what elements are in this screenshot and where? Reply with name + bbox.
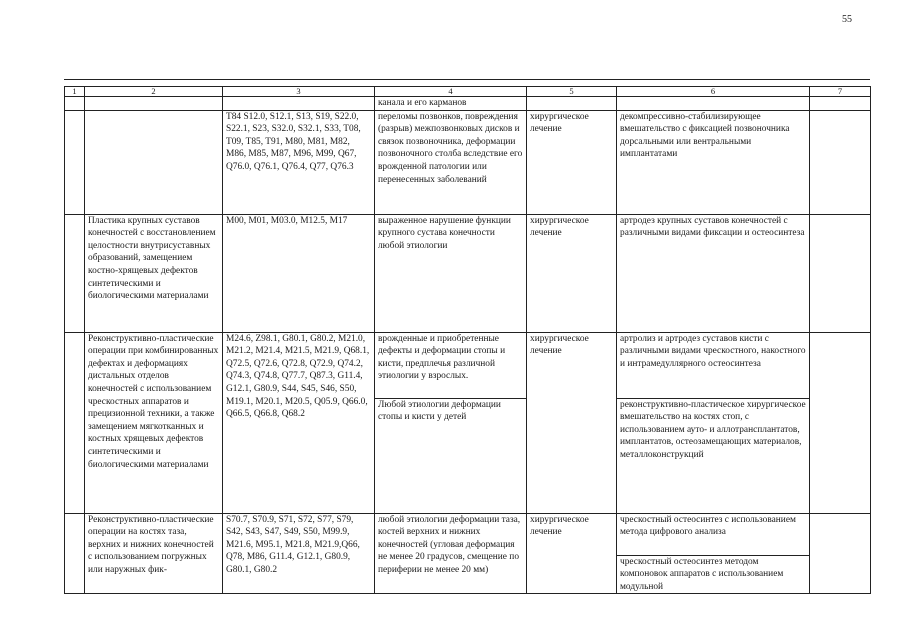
- cell-diagnosis: канала и его карманов: [375, 97, 527, 111]
- cell-col1: [65, 332, 85, 513]
- table-row: [65, 513, 871, 555]
- table-row: [65, 332, 871, 398]
- cell-col7: [810, 214, 871, 332]
- cell-treatment: хирургическое лечение: [527, 332, 617, 513]
- header-col-7: 7: [810, 87, 871, 97]
- cell-procedure: Реконструктивно-пластические операции при комбинированных дефектах и деформациях дистальных отделов конечностей с использованием чрескостных аппаратов и прецизионной техники, а также замещением мягкотканных и костных хрящевых дефектов синтетическими и биологическими материалами: [85, 332, 223, 513]
- cell-procedure: Пластика крупных суставов конечностей с восстановлением целостности внутрисуставных образований, замещением костно-хрящевых дефектов синтетическими и биологическими материалами: [85, 214, 223, 332]
- cell-method-a: чрескостный остеосинтез с использованием метода цифрового анализа: [617, 513, 810, 555]
- cell-col1: [65, 513, 85, 594]
- cell-method: артродез крупных суставов конечностей с различными видами фиксации и остеосинтеза: [617, 214, 810, 332]
- cell-col6: [617, 97, 810, 111]
- cell-col7: [810, 97, 871, 111]
- header-col-5: 5: [527, 87, 617, 97]
- cell-col1: [65, 214, 85, 332]
- cell-diagnosis: выраженное нарушение функции крупного сустава конечности любой этиологии: [375, 214, 527, 332]
- header-col-2: 2: [85, 87, 223, 97]
- cell-col7: [810, 110, 871, 214]
- cell-icd-codes: M00, M01, M03.0, M12.5, M17: [223, 214, 375, 332]
- cell-treatment: хирургическое лечение: [527, 214, 617, 332]
- cell-treatment: хирургическое лечение: [527, 110, 617, 214]
- cell-icd-codes: M24.6, Z98.1, G80.1, G80.2, M21.0, M21.2, M21.4, M21.5, M21.9, Q68.1, Q72.5, Q72.6, Q72.8, Q72.9, Q74.2, Q74.3, Q74.8, Q77.7, Q87.3, G11.4, G12.1, G80.9, S44, S45, S46, S50, M19.1, M20.1, M20.5, Q05.9, Q66.0, Q66.5, Q66.8, Q68.2: [223, 332, 375, 513]
- cell-col5: [527, 97, 617, 111]
- header-row: [65, 87, 871, 97]
- cell-diagnosis-children: Любой этиологии деформации стопы и кисти у детей: [375, 398, 527, 513]
- cell-diagnosis: переломы позвонков, повреждения (разрыв) межпозвонковых дисков и связок позвоночника, деформации позвоночного столба вследствие его врожденной патологии или перенесенных заболеваний: [375, 110, 527, 214]
- cell-treatment: хирургическое лечение: [527, 513, 617, 594]
- cell-col3: [223, 97, 375, 111]
- cell-col2: [85, 97, 223, 111]
- table-row: [65, 110, 871, 214]
- page-number: 55: [842, 14, 852, 25]
- header-col-3: 3: [223, 87, 375, 97]
- cell-diagnosis-adults: врожденные и приобретенные дефекты и деформации стопы и кисти, предплечья различной этиологии у взрослых.: [375, 332, 527, 398]
- cell-procedure: [85, 110, 223, 214]
- cell-icd-codes: S70.7, S70.9, S71, S72, S77, S79, S42, S43, S47, S49, S50, M99.9, M21.6, M95.1, M21.8, M21.9,Q66, Q78, M86, G11.4, G12.1, G80.9, G80.1, G80.2: [223, 513, 375, 594]
- cell-col7: [810, 513, 871, 594]
- medical-procedures-table: [64, 86, 871, 594]
- table-row: [65, 97, 871, 111]
- header-col-6: 6: [617, 87, 810, 97]
- cell-col1: [65, 110, 85, 214]
- header-col-1: 1: [65, 87, 85, 97]
- cell-method: декомпрессивно-стабилизирующее вмешательство с фиксацией позвоночника дорсальными или вентральными имплантатами: [617, 110, 810, 214]
- cell-method-b: реконструктивно-пластическое хирургическое вмешательство на костях стоп, с использованием ауто- и аллотрансплантатов, имплантатов, остеозамещающих материалов, металлоконструкций: [617, 398, 810, 513]
- table-top-rule: [64, 79, 870, 80]
- cell-col7: [810, 332, 871, 513]
- header-col-4: 4: [375, 87, 527, 97]
- cell-col1: [65, 97, 85, 111]
- cell-method-b: чрескостный остеосинтез методом компоновок аппаратов с использованием модульной: [617, 555, 810, 594]
- table-row: [65, 214, 871, 332]
- cell-procedure: Реконструктивно-пластические операции на костях таза, верхних и нижних конечностей с использованием погружных или наружных фик-: [85, 513, 223, 594]
- cell-diagnosis: любой этиологии деформации таза, костей верхних и нижних конечностей (угловая деформация не менее 20 градусов, смещение по периферии не менее 20 мм): [375, 513, 527, 594]
- cell-method-a: артролиз и артродез суставов кисти с различными видами чрескостного, накостного и интрамедуллярного остеосинтеза: [617, 332, 810, 398]
- cell-icd-codes: T84 S12.0, S12.1, S13, S19, S22.0, S22.1, S23, S32.0, S32.1, S33, T08, T09, T85, T91, M80, M81, M82, M86, M85, M87, M96, M99, Q67, Q76.0, Q76.1, Q76.4, Q77, Q76.3: [223, 110, 375, 214]
